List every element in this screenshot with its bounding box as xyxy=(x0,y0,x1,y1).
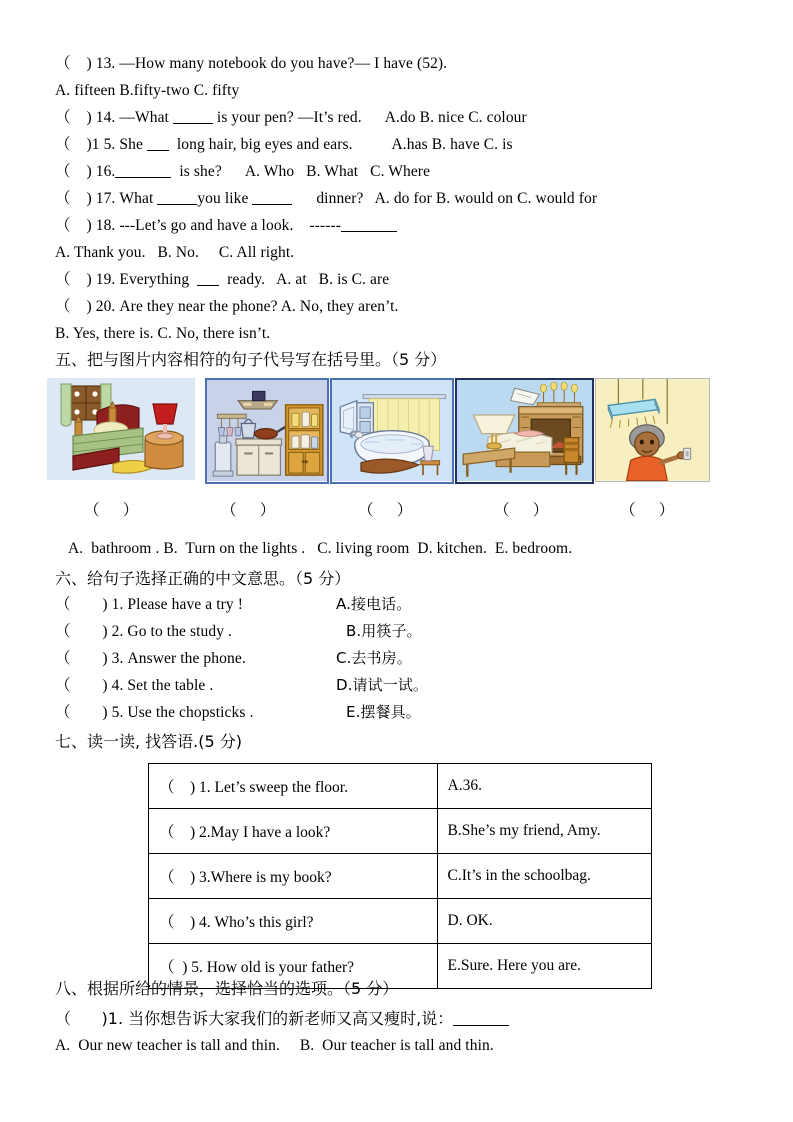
table-row xyxy=(149,854,652,899)
section-six-heading: 六、给句子选择正确的中文意思。（5 分） xyxy=(55,569,351,588)
picture-bathroom[interactable] xyxy=(330,378,454,484)
question-17: （ ) 17. What you like dinner? A. do for B. would on C. would for xyxy=(55,190,598,207)
question-15: （ )1 5. She long hair, big eyes and ears. A.has B. have C. is xyxy=(55,136,513,153)
table-cell-answer: B.She’s my friend, Amy. xyxy=(437,809,651,854)
table-cell-question[interactable]: （ ) 3.Where is my book? xyxy=(149,854,438,899)
picture-answer-paren-4[interactable]: （ ） xyxy=(494,502,549,519)
question-18: （ ) 18. ---Let’s go and have a look. ------ xyxy=(55,218,397,234)
bedroom-scene-icon xyxy=(47,378,195,480)
answer-blank[interactable] xyxy=(341,231,397,232)
question-16: （ ) 16. is she? A. Who B. What C. Where xyxy=(55,163,431,180)
table-cell-question[interactable]: （ ) 5. How old is your father? xyxy=(149,944,438,989)
question-13-options: A. fifteen B.fifty-two C. fifty xyxy=(55,82,240,99)
section-eight-heading: 八、根据所给的情景，选择恰当的选项。（5 分） xyxy=(55,979,399,998)
section-five-heading: 五、把与图片内容相符的句子代号写在括号里。（5 分） xyxy=(55,350,447,369)
matching-table xyxy=(148,763,652,989)
answer-blank[interactable] xyxy=(147,150,169,151)
section-eight-options: A. Our new teacher is tall and thin. B. Our teacher is tall and thin. xyxy=(55,1037,494,1054)
question-14: （ ) 14. —What is your pen? —It’s red. A.do B. nice C. colour xyxy=(55,109,527,126)
section-eight-question-text: （ )1. 当你想告诉大家我们的新老师又高又瘦时,说： xyxy=(55,1009,454,1028)
section-seven-heading: 七、读一读, 找答语.(5 分) xyxy=(55,732,243,751)
table-cell-question[interactable]: （ ) 2.May I have a look? xyxy=(149,809,438,854)
answer-blank[interactable] xyxy=(157,204,197,205)
table-row xyxy=(149,899,652,944)
picture-answer-paren-2[interactable]: （ ） xyxy=(221,502,276,519)
living-room-scene-icon xyxy=(457,380,592,481)
answer-blank[interactable] xyxy=(115,177,171,178)
section-six-item-5[interactable]: （ ) 5. Use the chopsticks . xyxy=(55,704,254,721)
boy-turning-on-lights-scene-icon xyxy=(596,379,709,481)
kitchen-scene-icon xyxy=(207,380,327,481)
table-cell-answer: A.36. xyxy=(437,764,651,809)
picture-turn-on-lights[interactable] xyxy=(595,378,710,482)
picture-strip xyxy=(47,378,708,480)
section-six-answer-a: A.接电话。 xyxy=(336,595,412,613)
section-six-answer-c: C.去书房。 xyxy=(336,649,412,667)
section-six-item-4[interactable]: （ ) 4. Set the table . xyxy=(55,677,214,694)
section-six-item-1[interactable]: （ ) 1. Please have a try ! xyxy=(55,596,243,613)
section-six-item-2[interactable]: （ ) 2. Go to the study . xyxy=(55,623,233,640)
table-row xyxy=(149,809,652,854)
table-cell-question[interactable]: （ ) 4. Who’s this girl? xyxy=(149,899,438,944)
question-20: （ ) 20. Are they near the phone? A. No, they aren’t. xyxy=(55,298,399,315)
question-20-options: B. Yes, there is. C. No, there isn’t. xyxy=(55,325,271,342)
question-18-options: A. Thank you. B. No. C. All right. xyxy=(55,244,295,261)
question-13: （ ) 13. —How many notebook do you have?— I have (52). xyxy=(55,55,448,72)
table-cell-answer: D. OK. xyxy=(437,899,651,944)
section-six-answer-e: E.摆餐具。 xyxy=(346,703,421,721)
section-eight-question-1[interactable] xyxy=(55,1011,509,1027)
answer-blank[interactable] xyxy=(173,123,213,124)
picture-living-room[interactable] xyxy=(455,378,594,484)
table-cell-question[interactable]: （ ) 1. Let’s sweep the floor. xyxy=(149,764,438,809)
answer-blank[interactable] xyxy=(252,204,292,205)
section-six-item-3[interactable]: （ ) 3. Answer the phone. xyxy=(55,650,246,667)
picture-answer-paren-5[interactable]: （ ） xyxy=(620,502,675,519)
picture-answer-paren-1[interactable]: （ ） xyxy=(84,502,139,519)
picture-bedroom[interactable] xyxy=(47,378,195,480)
picture-answer-paren-3[interactable]: （ ） xyxy=(358,502,413,519)
table-cell-answer: C.It’s in the schoolbag. xyxy=(437,854,651,899)
table-cell-answer: E.Sure. Here you are. xyxy=(437,944,651,989)
section-five-options: A. bathroom . B. Turn on the lights . C. living room D. kitchen. E. bedroom. xyxy=(68,540,573,557)
section-six-answer-d: D.请试一试。 xyxy=(336,676,429,694)
answer-blank[interactable] xyxy=(197,285,219,286)
question-19: （ ) 19. Everything ready. A. at B. is C. are xyxy=(55,271,390,288)
section-six-answer-b: B.用筷子。 xyxy=(346,622,422,640)
table-row xyxy=(149,764,652,809)
picture-kitchen[interactable] xyxy=(205,378,329,484)
answer-blank[interactable] xyxy=(453,1025,509,1026)
bathroom-scene-icon xyxy=(332,380,452,481)
